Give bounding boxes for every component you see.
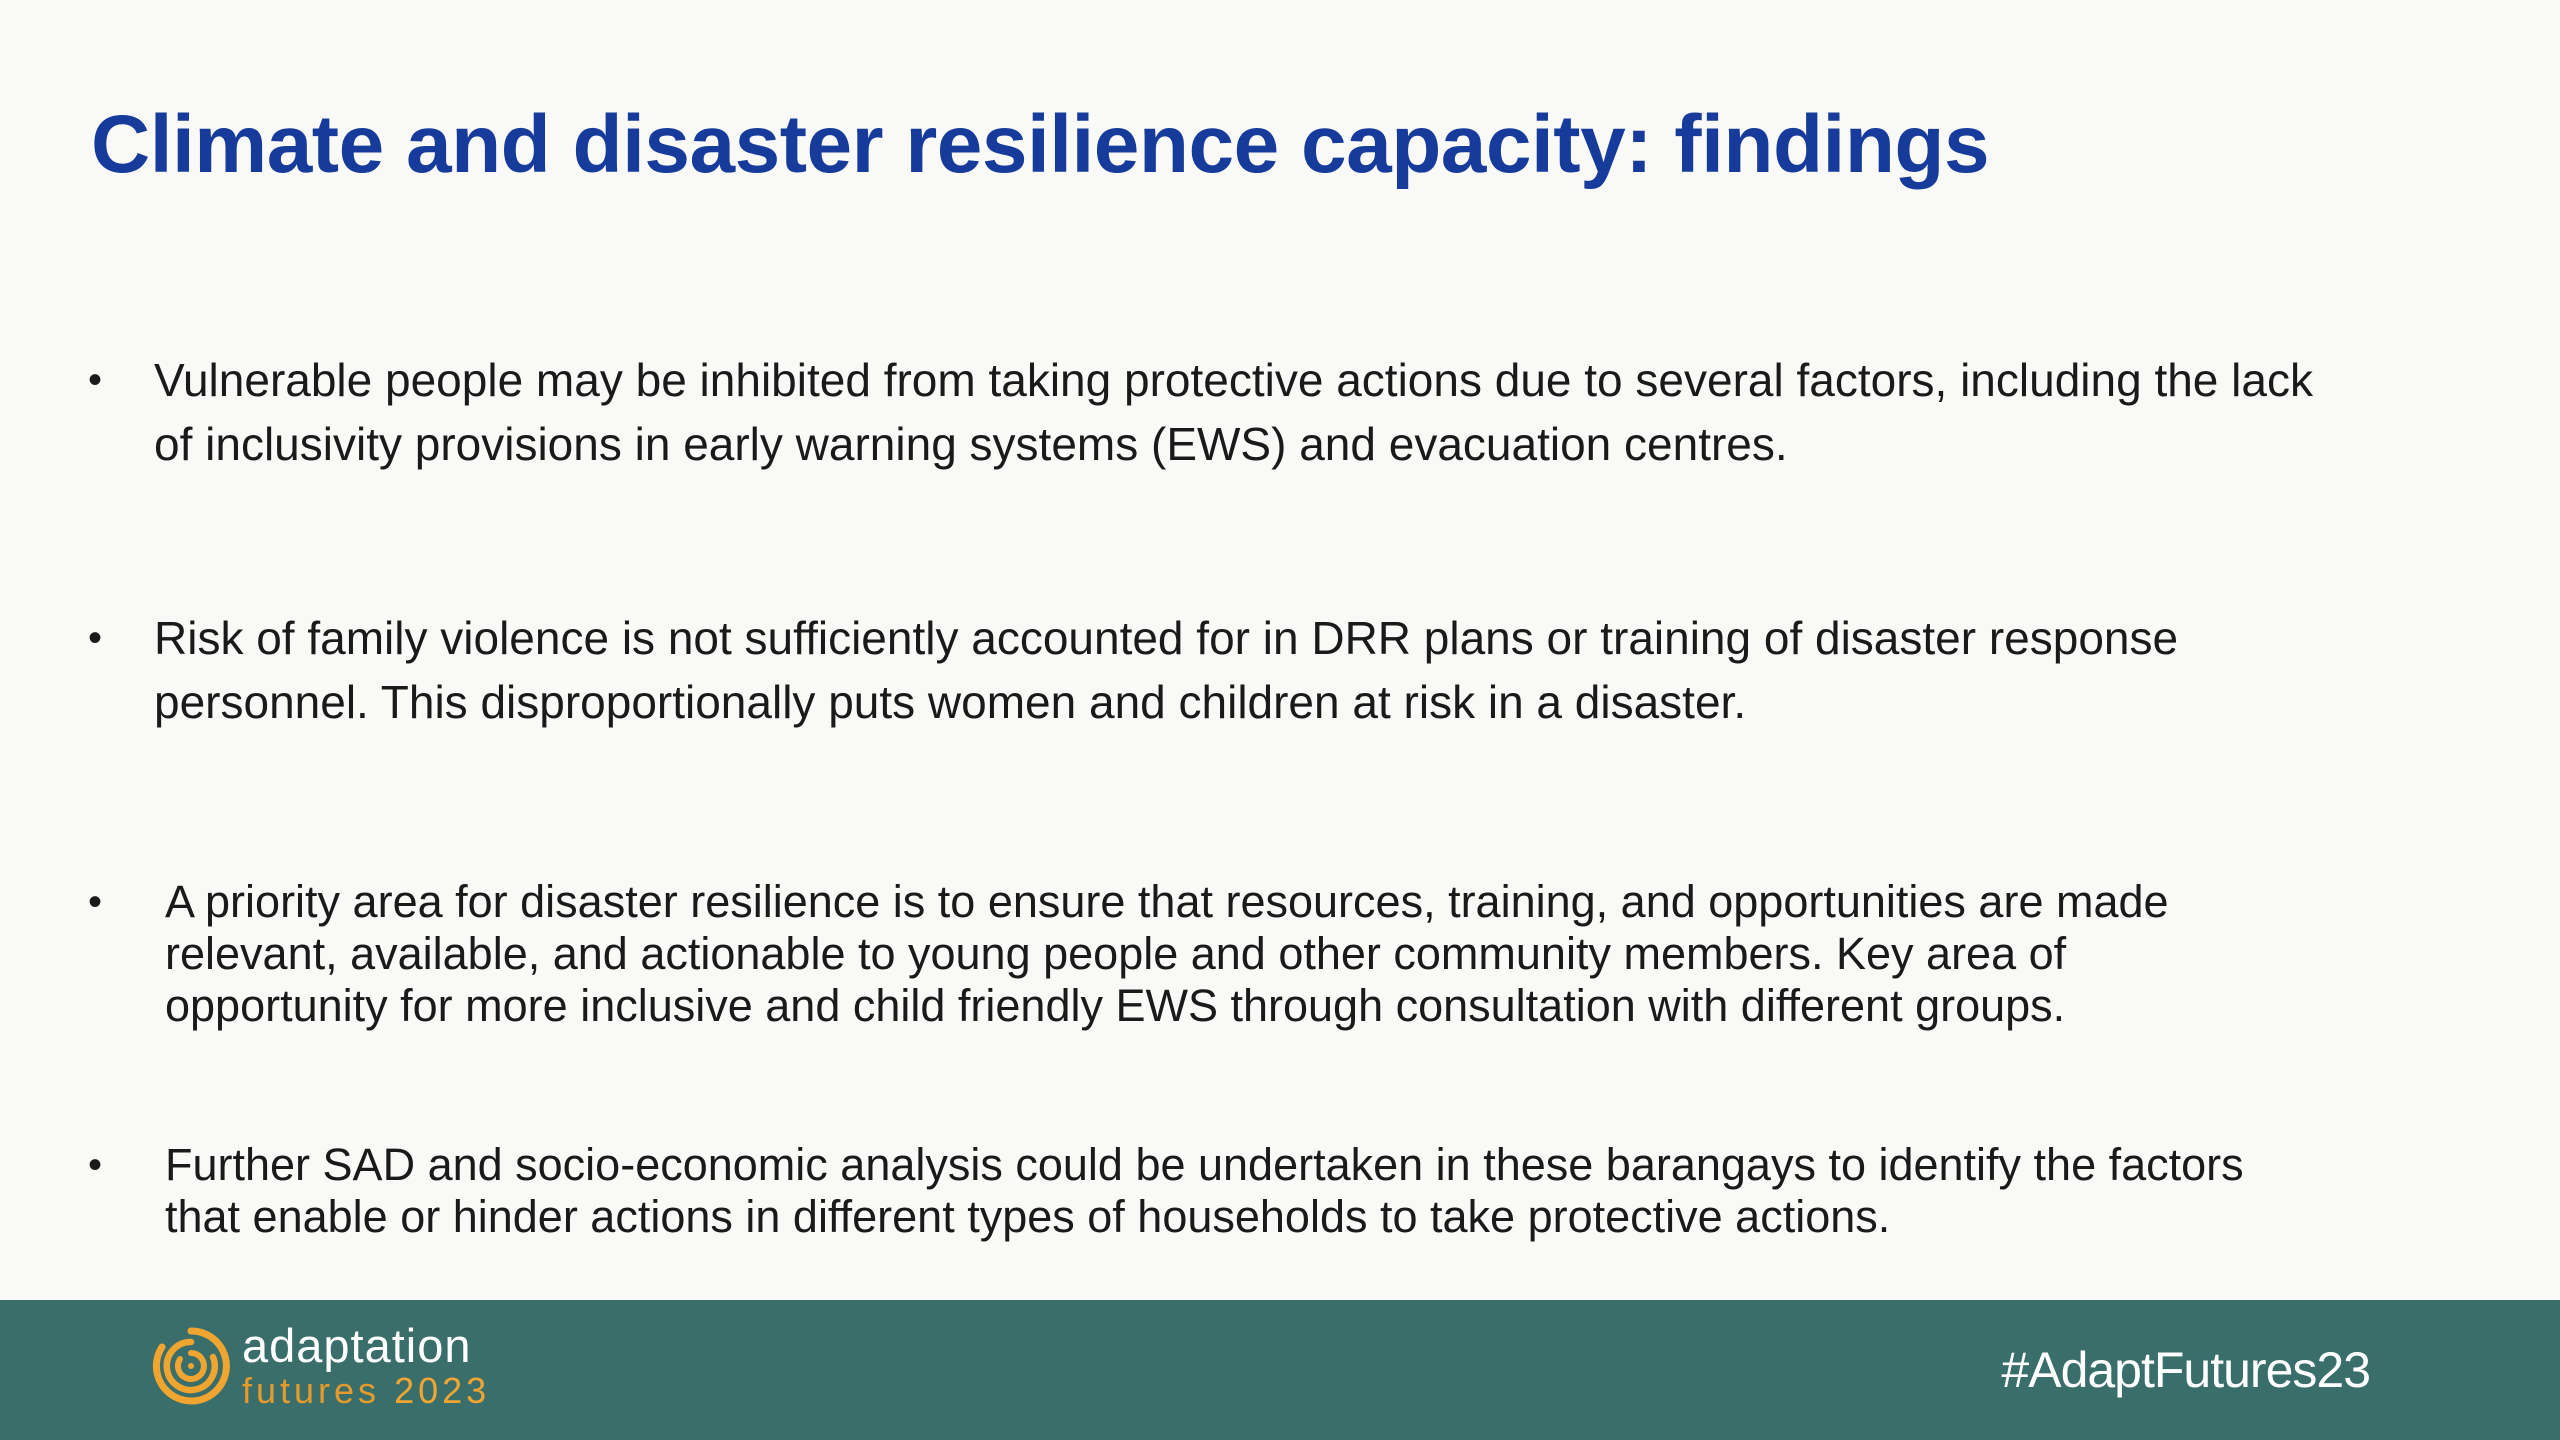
bullet-line: Further SAD and socio-economic analysis could be undertaken in these barangays to identify the factors	[165, 1139, 2244, 1190]
bullet-line: that enable or hinder actions in different types of households to take protective actions.	[165, 1191, 1891, 1242]
bullet-line: Vulnerable people may be inhibited from taking protective actions due to several factors, including the lack	[154, 354, 2313, 406]
bullet-marker: •	[88, 358, 103, 402]
concentric-arcs-logo-icon	[150, 1325, 232, 1407]
bullet-text	[165, 876, 2448, 1032]
bullet-text	[154, 348, 2448, 476]
adaptation-futures-logo	[150, 1319, 510, 1422]
bullet-marker: •	[88, 1143, 103, 1187]
bullet-text	[154, 606, 2448, 734]
bullet-marker: •	[88, 616, 103, 660]
bullet-item	[88, 1139, 2448, 1243]
bullet-line: personnel. This disproportionally puts women and children at risk in a disaster.	[154, 676, 1747, 728]
logo-subline	[242, 1370, 490, 1412]
bullet-item	[88, 876, 2448, 1032]
bullet-line: opportunity for more inclusive and child friendly EWS through consultation with different groups.	[165, 980, 2066, 1031]
logo-futures-text: futures	[242, 1370, 381, 1411]
event-hashtag: #AdaptFutures23	[2001, 1342, 2370, 1398]
slide-title: Climate and disaster resilience capacity: findings	[91, 99, 1990, 190]
bullet-item	[88, 348, 2448, 476]
bullet-line: relevant, available, and actionable to young people and other community members. Key area of	[165, 928, 2067, 979]
logo-wordmark: adaptation	[242, 1319, 472, 1372]
bullet-item	[88, 606, 2448, 734]
bullet-line: A priority area for disaster resilience is to ensure that resources, training, and opportunities are made	[165, 876, 2169, 927]
bullet-line: Risk of family violence is not sufficiently accounted for in DRR plans or training of disaster response	[154, 612, 2179, 664]
footer-bar	[0, 1300, 2560, 1440]
bullet-marker: •	[88, 880, 103, 924]
bullet-line: of inclusivity provisions in early warning systems (EWS) and evacuation centres.	[154, 418, 1788, 470]
bullet-text	[165, 1139, 2448, 1243]
logo-year-text: 2023	[394, 1370, 491, 1411]
